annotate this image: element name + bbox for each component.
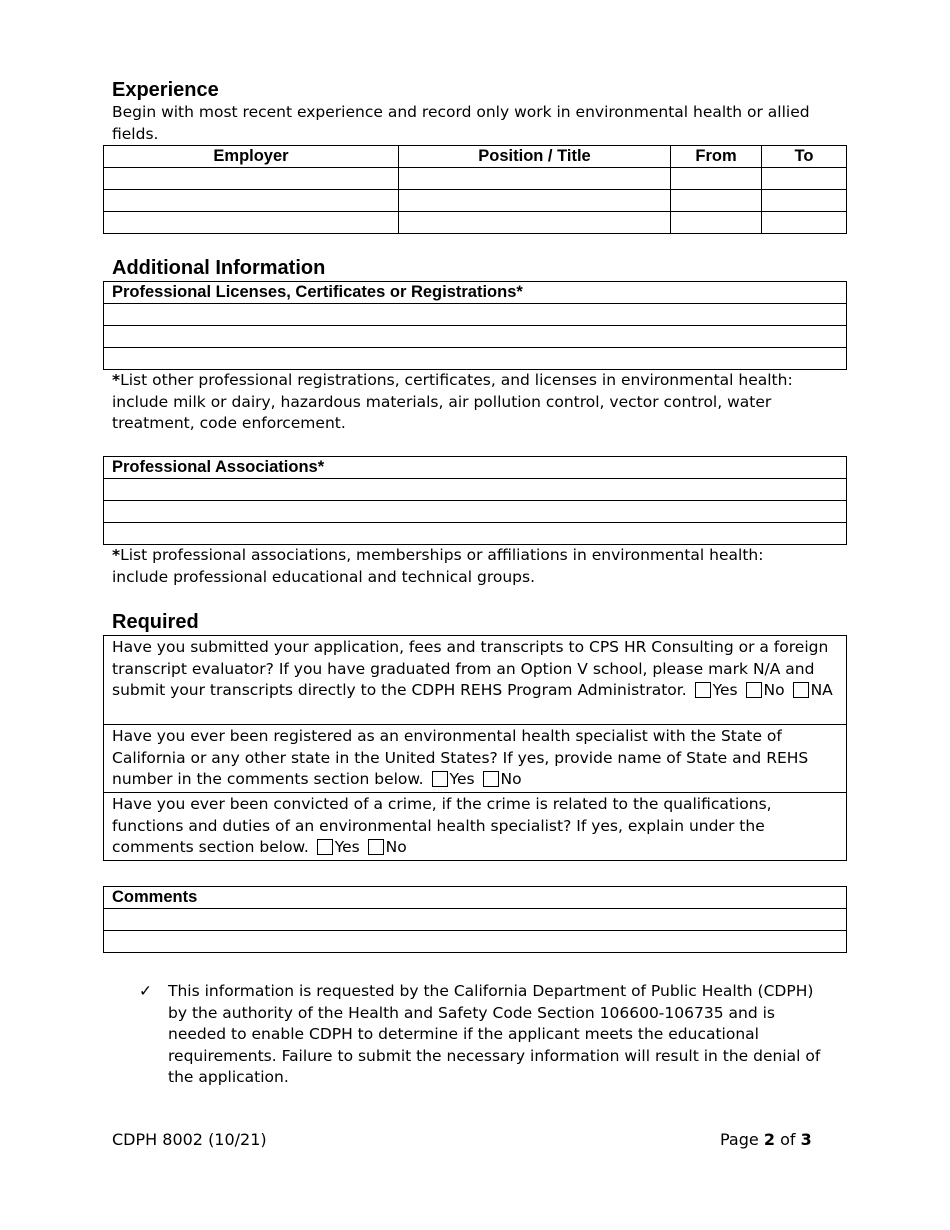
employer-input[interactable] [104,212,399,234]
associations-header: Professional Associations* [104,457,847,479]
table-row [104,168,847,190]
experience-heading: Experience [112,79,219,101]
question-3: Have you ever been convicted of a crime, if the crime is related to the qualifications, functions and duties of an environmental health specialist? If yes, explain under the comments section below. [112,795,772,856]
checkmark-icon: ✓ [139,982,152,1000]
q3-no-checkbox[interactable] [368,839,384,855]
table-row [104,523,847,545]
col-from: From [671,146,762,168]
required-table [103,635,847,861]
license-input[interactable] [104,348,847,370]
licenses-note-star: * [112,371,121,389]
table-row [104,190,847,212]
q2-no-label: No [500,770,522,788]
form-id: CDPH 8002 (10/21) [112,1130,267,1149]
from-input[interactable] [671,212,762,234]
required-row-3 [104,793,847,861]
experience-table [103,145,847,234]
q3-yes-label: Yes [334,838,360,856]
table-row [104,348,847,370]
question-2: Have you ever been registered as an environmental health specialist with the State of California or any other state in the United States? If yes, provide name of State and REHS number in the comments section below. [112,727,809,788]
association-input[interactable] [104,479,847,501]
table-row [104,501,847,523]
table-row [104,326,847,348]
experience-instruction: Begin with most recent experience and record only work in environmental health or allied fields. [112,103,810,143]
q2-no-checkbox[interactable] [483,771,499,787]
page-number [720,1130,812,1150]
association-input[interactable] [104,501,847,523]
associations-note [112,545,812,588]
question-1: Have you submitted your application, fees and transcripts to CPS HR Consulting or a foreign transcript evaluator? If you have graduated from an Option V school, please mark N/A and submit your transcripts directly to the CDPH REHS Program Administrator. [112,638,829,699]
comments-table [103,886,847,953]
col-employer: Employer [104,146,399,168]
from-input[interactable] [671,168,762,190]
table-row [104,931,847,953]
q1-na-label: NA [810,681,833,699]
associations-note-star: * [112,546,121,564]
col-to: To [762,146,847,168]
license-input[interactable] [104,326,847,348]
position-input[interactable] [399,190,671,212]
q3-no-label: No [385,838,407,856]
to-input[interactable] [762,190,847,212]
to-input[interactable] [762,212,847,234]
table-row [104,212,847,234]
comments-input[interactable] [104,909,847,931]
license-input[interactable] [104,304,847,326]
q1-na-checkbox[interactable] [793,682,809,698]
col-position-title: Position / Title [399,146,671,168]
from-input[interactable] [671,190,762,212]
page-of: of [780,1130,796,1149]
q2-yes-checkbox[interactable] [432,771,448,787]
table-row [104,304,847,326]
association-input[interactable] [104,523,847,545]
employer-input[interactable] [104,190,399,212]
q2-yes-label: Yes [449,770,475,788]
required-heading: Required [112,611,199,633]
page-total: 3 [800,1130,812,1149]
licenses-note [112,370,837,435]
table-row [104,479,847,501]
q1-no-label: No [763,681,785,699]
notice-text: This information is requested by the California Department of Public Health (CDPH) by the authority of the Health and Safety Code Section 106600-106735 and is needed to enable CDPH to determine if the applicant meets the educational requirements. Failure to submit the necessary information will result in the denial of the application. [168,982,821,1086]
licenses-table [103,281,847,370]
position-input[interactable] [399,212,671,234]
licenses-note-text: List other professional registrations, certificates, and licenses in environmental health: include milk or dairy, hazardous materials, air pollution control, vector control, water treatment, code enforcement. [112,371,793,432]
position-input[interactable] [399,168,671,190]
associations-table [103,456,847,545]
comments-header: Comments [104,887,847,909]
to-input[interactable] [762,168,847,190]
q1-yes-checkbox[interactable] [695,682,711,698]
required-row-2 [104,725,847,793]
table-row [104,909,847,931]
page-word: Page [720,1130,759,1149]
q3-yes-checkbox[interactable] [317,839,333,855]
page-current: 2 [763,1130,775,1149]
notice-item [139,981,839,1089]
licenses-header: Professional Licenses, Certificates or Registrations* [104,282,847,304]
q1-no-checkbox[interactable] [746,682,762,698]
employer-input[interactable] [104,168,399,190]
required-row-1 [104,636,847,725]
associations-note-text: List professional associations, memberships or affiliations in environmental health: include professional educational and technical groups. [112,546,764,586]
q1-yes-label: Yes [712,681,738,699]
comments-input[interactable] [104,931,847,953]
additional-heading: Additional Information [112,257,326,279]
